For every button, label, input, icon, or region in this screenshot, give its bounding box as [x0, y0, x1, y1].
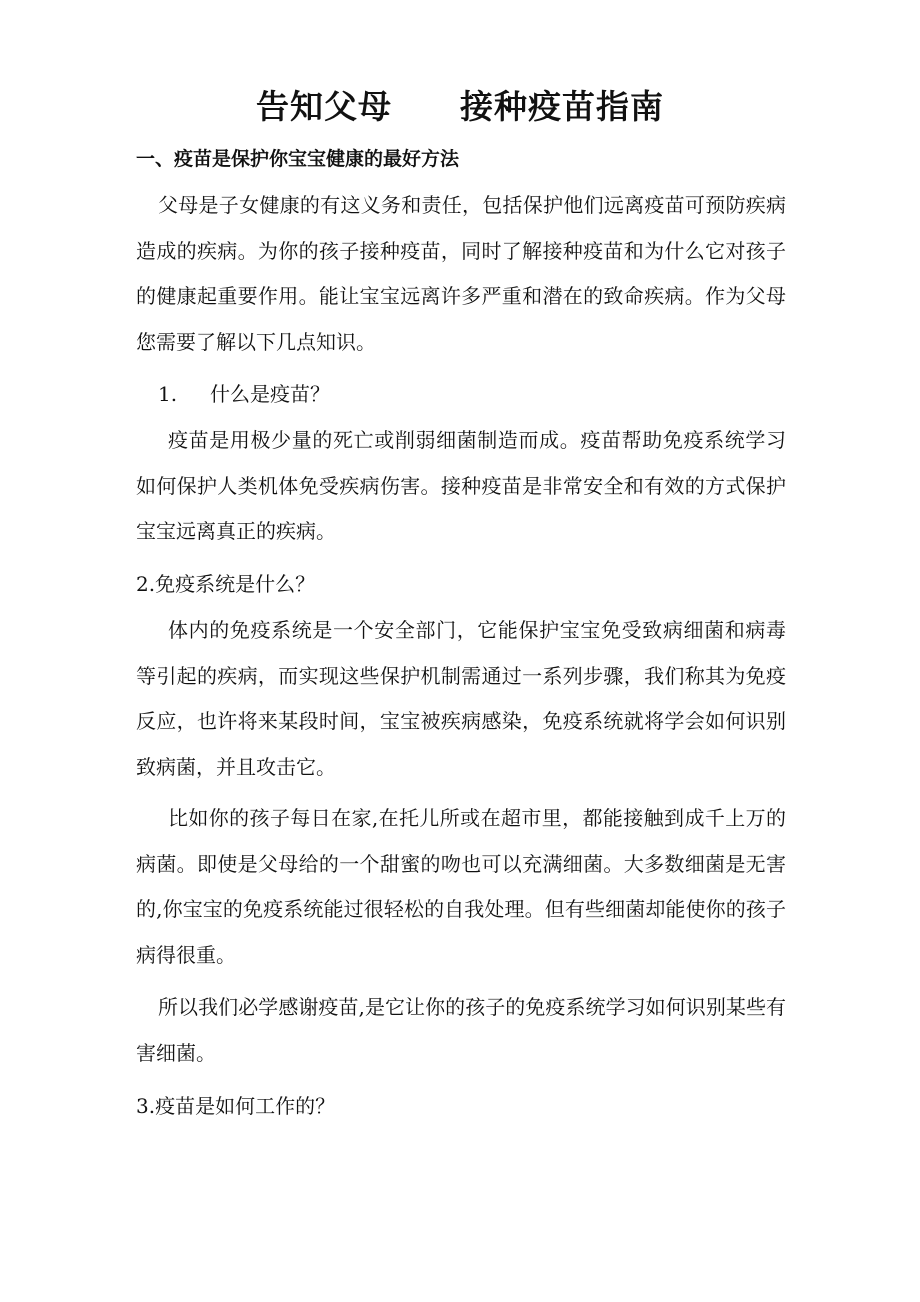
- paragraph-immune-system: 体内的免疫系统是一个安全部门，它能保护宝宝免受致病细菌和病毒等引起的疾病，而实现这些保护机制需通过一系列步骤，我们称其为免疫反应，也许将来某段时间，宝宝被疾病感染，免疫系统就将学会如何识别致病菌，并且攻击它。: [136, 618, 786, 779]
- question-1: [158, 372, 808, 418]
- paragraph-thanks-vaccine: 所以我们必学感谢疫苗,是它让你的孩子的免疫系统学习如何识别某些有害细菌。: [136, 995, 786, 1065]
- document-title: [0, 82, 920, 132]
- title-left: 告知父母: [256, 87, 392, 126]
- question-1-text: 什么是疫苗？: [210, 382, 330, 406]
- title-right: 接种疫苗指南: [460, 87, 664, 126]
- question-2: 2.免疫系统是什么？: [136, 572, 316, 596]
- paragraph-germs-example: 比如你的孩子每日在家,在托儿所或在超市里，都能接触到成千上万的病菌。即使是父母给的一个甜蜜的吻也可以充满细菌。大多数细菌是无害的,你宝宝的免疫系统能过很轻松的自我处理。但有些细菌却能使你的孩子病得很重。: [136, 806, 786, 967]
- section-heading: 一、疫苗是保护你宝宝健康的最好方法: [136, 148, 460, 170]
- paragraph-intro: 父母是子女健康的有这义务和责任，包括保护他们远离疫苗可预防疾病造成的疾病。为你的孩子接种疫苗，同时了解接种疫苗和为什么它对孩子的健康起重要作用。能让宝宝远离许多严重和潜在的致命疾病。作为父母您需要了解以下几点知识。: [136, 193, 786, 354]
- question-3: 3.疫苗是如何工作的？: [136, 1094, 336, 1118]
- question-1-number: 1.: [158, 382, 178, 406]
- paragraph-what-is-vaccine: 疫苗是用极少量的死亡或削弱细菌制造而成。疫苗帮助免疫系统学习如何保护人类机体免受疾病伤害。接种疫苗是非常安全和有效的方式保护宝宝远离真正的疾病。: [136, 428, 786, 543]
